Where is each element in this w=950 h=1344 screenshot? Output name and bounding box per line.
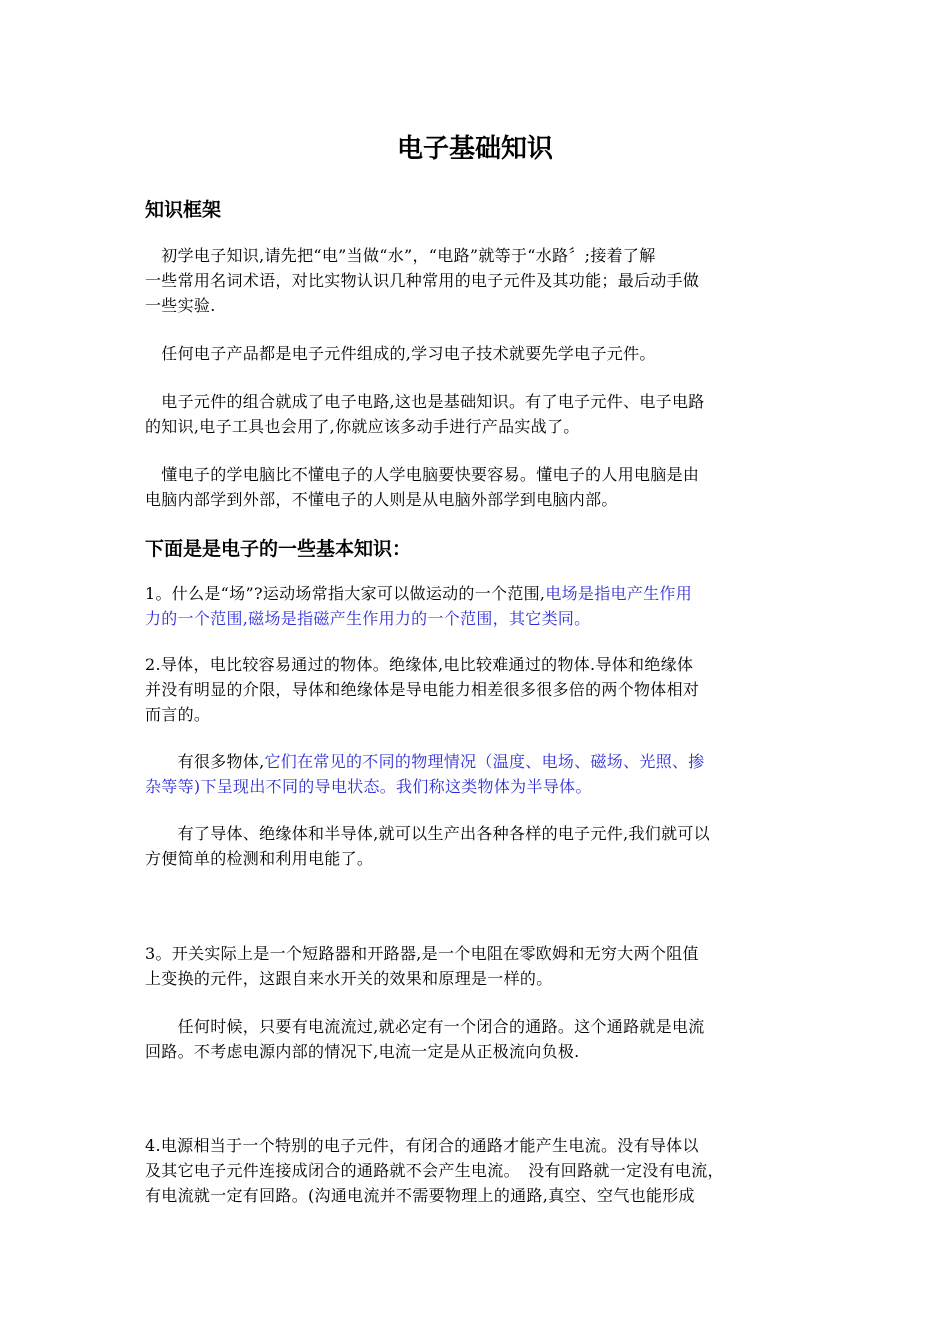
- paragraph-power-source: [145, 1133, 810, 1208]
- paragraph-line: 电脑内部学到外部，不懂电子的人则是从电脑外部学到电脑内部。: [145, 490, 618, 509]
- emphasis-text: 它们在常见的不同的物理情况（温度、电场、磁场、光照、掺: [264, 752, 705, 771]
- paragraph-line: 而言的。: [145, 705, 211, 724]
- emphasis-line: 力的一个范围,磁场是指磁产生作用力的一个范围，其它类同。: [145, 609, 591, 628]
- text-span: 1。什么是“场”?运动场常指大家可以做运动的一个范围,: [145, 584, 546, 603]
- paragraph-line: 方便简单的检测和利用电能了。: [145, 849, 374, 868]
- paragraph-conductor: [145, 652, 810, 727]
- paragraph-components: [145, 341, 810, 366]
- paragraph-switch: [145, 941, 810, 991]
- paragraph-line: 一些常用名词术语，对比实物认识几种常用的电子元件及其功能；最后动手做: [145, 271, 700, 290]
- paragraph-line: 回路。不考虑电源内部的情况下,电流一定是从正极流向负极.: [145, 1042, 580, 1061]
- paragraph-line: 初学电子知识,请先把“电”当做“水”，“电路”就等于“水路〞;接着了解: [145, 246, 656, 265]
- paragraph-line: 有电流就一定有回路。(沟通电流并不需要物理上的通路,真空、空气也能形成: [145, 1186, 695, 1205]
- section-heading-basics: 下面是是电子的一些基本知识：: [145, 538, 412, 560]
- paragraph-line: 任何时候，只要有电流流过,就必定有一个闭合的通路。这个通路就是电流: [145, 1017, 705, 1036]
- paragraph-current-loop: [145, 1014, 810, 1064]
- paragraph-line: 上变换的元件，这跟自来水开关的效果和原理是一样的。: [145, 969, 553, 988]
- paragraph-line: 2.导体，电比较容易通过的物体。绝缘体,电比较难通过的物体.导体和绝缘体: [145, 655, 694, 674]
- paragraph-line: 及其它电子元件连接成闭合的通路就不会产生电流。 没有回路就一定没有电流，: [145, 1161, 724, 1180]
- paragraph-circuits: [145, 389, 810, 439]
- paragraph-semiconductor: [145, 749, 810, 799]
- paragraph-line: 懂电子的学电脑比不懂电子的人学电脑要快要容易。懂电子的人用电脑是由: [145, 465, 700, 484]
- paragraph-line: 3。开关实际上是一个短路器和开路器,是一个电阻在零欧姆和无穷大两个阻值: [145, 944, 699, 963]
- paragraph-computers: [145, 462, 810, 512]
- section-heading-framework: 知识框架: [145, 199, 222, 221]
- paragraph-line: 任何电子产品都是电子元件组成的,学习电子技术就要先学电子元件。: [145, 344, 656, 363]
- paragraph-line: 电子元件的组合就成了电子电路,这也是基础知识。有了电子元件、电子电路: [145, 392, 705, 411]
- paragraph-components-usage: [145, 821, 810, 871]
- emphasis-text: 电场是指电产生作用: [545, 584, 693, 603]
- paragraph-line: [145, 581, 810, 606]
- paragraph-line: 的知识,电子工具也会用了,你就应该多动手进行产品实战了。: [145, 417, 580, 436]
- paragraph-line: [145, 749, 810, 774]
- paragraph-intro: [145, 243, 810, 318]
- paragraph-field: [145, 581, 810, 631]
- emphasis-line: 杂等等)下呈现出不同的导电状态。我们称这类物体为半导体。: [145, 777, 592, 796]
- document-title: 电子基础知识: [396, 134, 553, 164]
- paragraph-line: 一些实验.: [145, 296, 216, 315]
- paragraph-line: 4.电源相当于一个特别的电子元件，有闭合的通路才能产生电流。没有导体以: [145, 1136, 699, 1155]
- text-span: 有很多物体,: [145, 752, 265, 771]
- paragraph-line: 有了导体、绝缘体和半导体,就可以生产出各种各样的电子元件,我们就可以: [145, 824, 710, 843]
- paragraph-line: 并没有明显的介限，导体和绝缘体是导电能力相差很多很多倍的两个物体相对: [145, 680, 700, 699]
